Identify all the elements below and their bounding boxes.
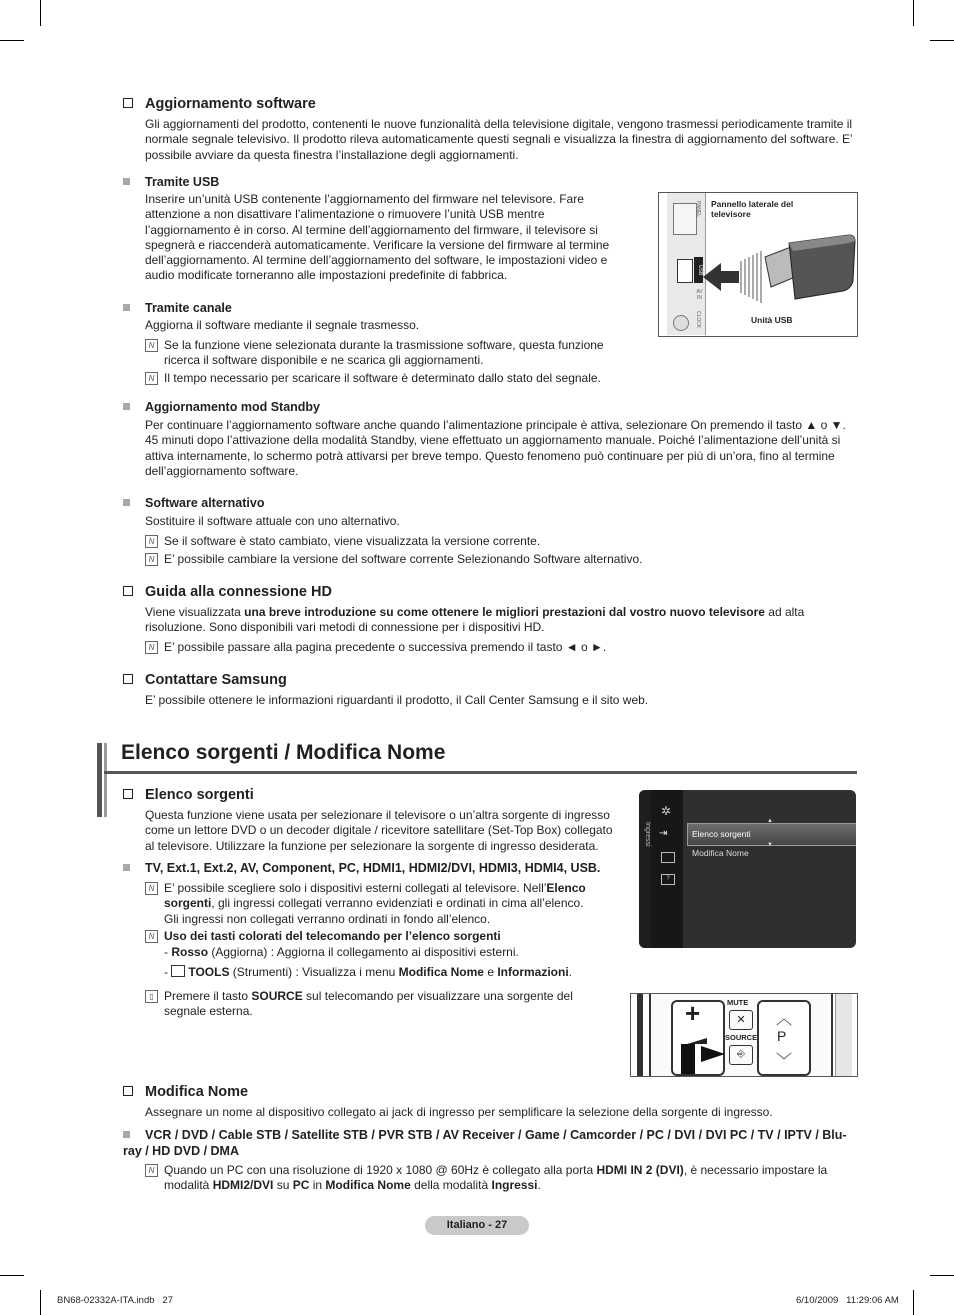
remote-edge	[835, 994, 852, 1076]
footer-file: BN68-02332A-ITA.indb 27	[57, 1295, 174, 1306]
channel-rocker[interactable]	[757, 1000, 811, 1076]
channel-down-icon: ﹀	[776, 1053, 793, 1070]
subsection-title-alt-software: Software alternativo	[123, 496, 264, 510]
panel-port	[673, 203, 697, 235]
contact-text: E’ possibile ottenere le informazioni riguardanti il prodotto, il Call Center Samsung e il sito web.	[145, 693, 649, 707]
remote-icon: ▯	[145, 990, 158, 1003]
note-icon: N	[145, 535, 158, 548]
note-icon: N	[145, 1164, 158, 1177]
channel-text: Aggiorna il software mediante il segnale trasmesso.	[145, 318, 420, 332]
mute-button[interactable]: ✕	[729, 1010, 753, 1030]
section-title-hd-guide: Guida alla connessione HD	[123, 584, 332, 600]
crop-mark	[930, 1275, 954, 1276]
crop-mark	[930, 40, 954, 41]
input-icon: ⇥	[659, 828, 668, 839]
edit-name-text: Assegnare un nome al dispositivo collegato ai jack di ingresso per semplificare la selezione della sorgente di ingresso.	[145, 1105, 773, 1119]
volume-up-icon: +	[685, 998, 701, 1028]
footer-date: 6/10/2009 11:29:06 AM	[796, 1295, 899, 1306]
note: N E’ possibile scegliere solo i dispositivi esterni collegati al televisore. Nell’Elenco sorgenti, gli ingressi collegati verranno evidenziati e ordinati in cima all’elenco. Gli ingressi non collegati verranno ordinati in fondo all’elenco.	[145, 881, 597, 927]
menu-side-label: Ingressi	[644, 822, 651, 847]
source-button[interactable]: ⎆	[729, 1045, 753, 1065]
port-label: AV IN	[696, 289, 703, 301]
menu-icon-column	[651, 790, 683, 948]
chapter-rule	[104, 771, 857, 774]
note-icon: N	[145, 641, 158, 654]
port-label: PANEL	[695, 201, 701, 218]
remote-figure	[630, 993, 858, 1077]
remote-edge	[637, 994, 643, 1076]
note: N E’ possibile cambiare la versione del software corrente Selezionando Software alternativo.	[145, 552, 845, 567]
note: N E’ possibile passare alla pagina precedente o successiva premendo il tasto ◄ o ►.	[145, 640, 845, 655]
channel-up-icon: ︿	[776, 1011, 793, 1028]
chapter-title: Elenco sorgenti / Modifica Nome	[121, 741, 446, 764]
menu-screen	[639, 790, 856, 948]
note-icon: N	[145, 372, 158, 385]
note-icon: N	[145, 930, 158, 943]
crop-mark	[913, 0, 914, 26]
note-icon: N	[145, 882, 158, 895]
section-title-contact: Contattare Samsung	[123, 672, 287, 688]
port-label: CLOCK	[695, 311, 701, 329]
note-icon: N	[145, 553, 158, 566]
note: N Se il software è stato cambiato, viene visualizzata la versione corrente.	[145, 534, 845, 549]
gear-icon: ✲	[661, 804, 672, 818]
edit-name-devices: VCR / DVD / Cable STB / Satellite STB / PVR STB / AV Receiver / Game / Camcorder / PC / DVI / DVI PC / TV / IPTV / Blu-ray / HD DVD / DMA	[123, 1128, 847, 1158]
alt-software-text: Sostituire il software attuale con uno alternativo.	[145, 514, 400, 528]
channel-label: P	[777, 1028, 787, 1044]
source-list-options: TV, Ext.1, Ext.2, AV, Component, PC, HDMI1, HDMI2/DVI, HDMI3, HDMI4, USB.	[123, 861, 600, 875]
volume-rocker[interactable]	[671, 1000, 725, 1076]
tools-key-info: - TOOLS (Strumenti) : Visualizza i menu Modifica Nome e Informazioni.	[164, 965, 573, 979]
help-icon: ?	[661, 874, 675, 885]
tools-icon	[171, 965, 185, 977]
usb-port	[677, 259, 693, 283]
usb-drive-label: Unità USB	[751, 315, 793, 325]
crop-mark	[0, 1275, 24, 1276]
up-arrow-icon: ▲	[767, 818, 773, 824]
software-update-intro: Gli aggiornamenti del prodotto, contenenti le nuove funzionalità della televisione digitale, vengono trasmessi periodicamente tramite il normale segnale televisivo. Il prodotto rileva automaticamente questi segnali e visualizza la finestra di aggiornamento del software. E’ possibile avviare da questa finestra l’installazione degli aggiornamenti.	[145, 117, 853, 162]
section-title-source-list: Elenco sorgenti	[123, 787, 254, 803]
note-icon: N	[145, 339, 158, 352]
crop-mark	[0, 40, 24, 41]
source-list-text: Questa funzione viene usata per selezionare il televisore o un’altra sorgente di ingresso come un lettore DVD o un decoder digitale / ricevitore satellitare (Set-Top Box) collegato al televisore. Utilizzare la funzione per selezionare la sorgente di ingresso desiderata.	[145, 808, 613, 853]
crop-mark	[40, 1290, 41, 1315]
app-icon	[661, 852, 675, 863]
section-title-software-update: Aggiornamento software	[123, 96, 316, 112]
jack-port	[673, 315, 689, 331]
note: N Il tempo necessario per scaricare il software è determinato dallo stato del segnale.	[145, 371, 615, 386]
remote-note: ▯ Premere il tasto SOURCE sul telecomando per visualizzare una sorgente del segnale esterna.	[145, 989, 597, 1020]
menu-edge	[639, 790, 651, 948]
standby-text: Per continuare l’aggiornamento software anche quando l’alimentazione principale è attiva, selezionare On premendo il tasto ▲ o ▼. 45 minuti dopo l’attivazione della modalità Standby, viene effettuato un aggiornamento manuale. Poiché l’alimentazione dell’unità si attiva internamente, lo schermo potrà attivarsi per breve tempo. Questo fenomeno può continuare per più di un’ora, fino al termine dell’aggiornamento software.	[145, 418, 846, 478]
note: N Uso dei tasti colorati del telecomando per l’elenco sorgenti	[145, 929, 615, 944]
hd-guide-text: Viene visualizzata una breve introduzione su come ottenere le migliori prestazioni dal vostro nuovo televisore ad alta risoluzione. Sono disponibili vari metodi di connessione per i dispositivi HD.	[145, 605, 805, 635]
section-title-edit-name: Modifica Nome	[123, 1084, 248, 1100]
source-label: SOURCE	[725, 1033, 758, 1042]
usb-figure	[658, 192, 858, 337]
usb-text: Inserire un’unità USB contenente l’aggiornamento del firmware nel televisore. Fare attenzione a non disattivare l’alimentazione o rimuovere l’unità USB mentre l’aggiornamento è in corso. Al termine dell’aggiornamento del firmware, il televisore si spegnerà e riaccenderà automaticamente. Verificare la versione del firmware al termine dell’aggiornamento. Al termine dell’aggiornamento del software, le impostazioni video e audio modificate torneranno alle impostazioni predefinite di fabbrica.	[145, 192, 610, 283]
subsection-title-usb: Tramite USB	[123, 175, 219, 189]
pointer-bar	[681, 1044, 695, 1074]
note: N Se la funzione viene selezionata durante la trasmissione software, questa funzione ricerca il software disponibile e ne scarica gli aggiornamenti.	[145, 338, 615, 369]
usb-drive-icon	[699, 233, 857, 313]
chapter-bar	[97, 743, 102, 817]
chapter-bar	[104, 743, 107, 817]
page-number-badge: Italiano - 27	[425, 1216, 529, 1235]
crop-mark	[40, 0, 41, 26]
menu-item-edit-name[interactable]: Modifica Nome	[692, 848, 749, 858]
panel-label: Pannello laterale del televisore	[711, 199, 794, 219]
menu-item-label: Elenco sorgenti	[692, 829, 751, 839]
red-key-info: - Rosso (Aggiorna) : Aggiorna il collegamento ai dispositivi esterni.	[164, 945, 519, 959]
mute-label: MUTE	[727, 998, 749, 1007]
subsection-title-standby: Aggiornamento mod Standby	[123, 400, 320, 414]
down-arrow-icon: ▼	[767, 842, 773, 848]
usb-port-label: USB	[694, 257, 703, 283]
crop-mark	[913, 1290, 914, 1315]
note: N Quando un PC con una risoluzione di 1920 x 1080 @ 60Hz è collegato alla porta HDMI IN 2 (DVI), è necessario impostare la modalità HDMI2/DVI su PC in Modifica Nome della modalità Ingressi.	[145, 1163, 857, 1194]
subsection-title-channel: Tramite canale	[123, 301, 232, 315]
